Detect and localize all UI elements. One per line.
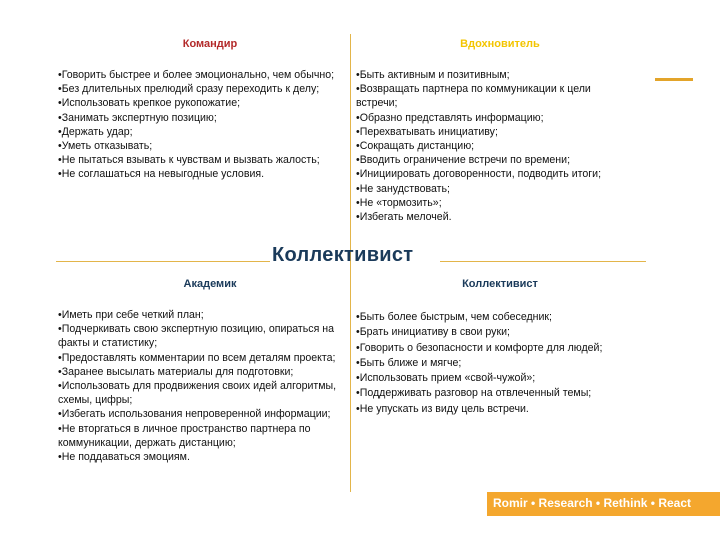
- list-item: •Уметь отказывать;: [58, 140, 153, 153]
- central-title: Коллективист: [272, 244, 414, 266]
- list-item: •Не занудствовать;: [356, 182, 450, 195]
- academic-heading: Академик: [183, 278, 237, 290]
- list-item: •Быть более быстрым, чем собеседник;: [356, 311, 552, 323]
- commander-list: [58, 68, 348, 182]
- brand-footer: [487, 492, 720, 516]
- list-item: •Вводить ограничение встречи по времени;: [356, 154, 571, 167]
- list-item: •Инициировать договоренности, подводить итоги;: [356, 168, 602, 181]
- list-item: •Быть ближе и мягче;: [356, 356, 462, 369]
- list-item: •Не соглашаться на невыгодные условия.: [58, 168, 265, 181]
- inspirer-heading: Вдохновитель: [460, 38, 540, 50]
- list-item: •Говорить быстрее и более эмоционально, чем обычно;: [58, 69, 335, 81]
- list-item: •Подчеркивать свою экспертную позицию, опираться на факты и статистику;: [58, 323, 335, 350]
- list-item: •Говорить о безопасности и комфорте для людей;: [356, 341, 603, 354]
- collectivist-heading: Коллективист: [462, 278, 538, 290]
- list-item: •Брать инициативу в свои руки;: [356, 326, 510, 339]
- list-item: •Держать удар;: [58, 125, 133, 138]
- list-item: •Использовать прием «свой-чужой»;: [356, 372, 536, 385]
- commander-heading: Командир: [182, 38, 238, 50]
- list-item: •Сокращать дистанцию;: [356, 140, 475, 153]
- collectivist-list: [356, 310, 656, 417]
- list-item: •Заранее высылать материалы для подготовки;: [58, 365, 294, 378]
- list-item: •Избегать использования непроверенной информации;: [58, 408, 331, 421]
- list-item: •Предоставлять комментарии по всем деталям проекта;: [58, 351, 336, 364]
- list-item: •Не «тормозить»;: [356, 196, 442, 209]
- list-item: •Не упускать из виду цель встречи.: [356, 402, 529, 415]
- list-item: •Перехватывать инициативу;: [356, 125, 498, 138]
- list-item: •Не поддаваться эмоциям.: [58, 451, 190, 464]
- horizontal-divider-right: [440, 261, 646, 262]
- list-item: •Иметь при себе четкий план;: [58, 309, 204, 321]
- list-item: •Избегать мелочей.: [356, 211, 452, 224]
- list-item: •Занимать экспертную позицию;: [58, 111, 217, 124]
- horizontal-divider-left: [56, 261, 270, 262]
- list-item: •Образно представлять информацию;: [356, 111, 544, 124]
- list-item: •Не вторгаться в личное пространство партнера по коммуникации, держать дистанцию;: [58, 422, 311, 449]
- list-item: •Использовать для продвижения своих идей алгоритмы, схемы, цифры;: [58, 380, 337, 407]
- list-item: •Возвращать партнера по коммуникации к цели встречи;: [356, 83, 591, 110]
- list-item: •Не пытаться взывать к чувствам и вызвать жалость;: [58, 154, 320, 167]
- list-item: •Без длительных прелюдий сразу переходить к делу;: [58, 83, 320, 96]
- inspirer-list: [356, 68, 624, 224]
- accent-bar: [655, 78, 693, 81]
- list-item: •Быть активным и позитивным;: [356, 69, 510, 81]
- brand-tagline: Romir • Research • Rethink • React: [493, 496, 691, 510]
- list-item: •Поддерживать разговор на отвлеченный темы;: [356, 387, 592, 400]
- academic-list: [58, 308, 348, 464]
- list-item: •Использовать крепкое рукопожатие;: [58, 97, 241, 110]
